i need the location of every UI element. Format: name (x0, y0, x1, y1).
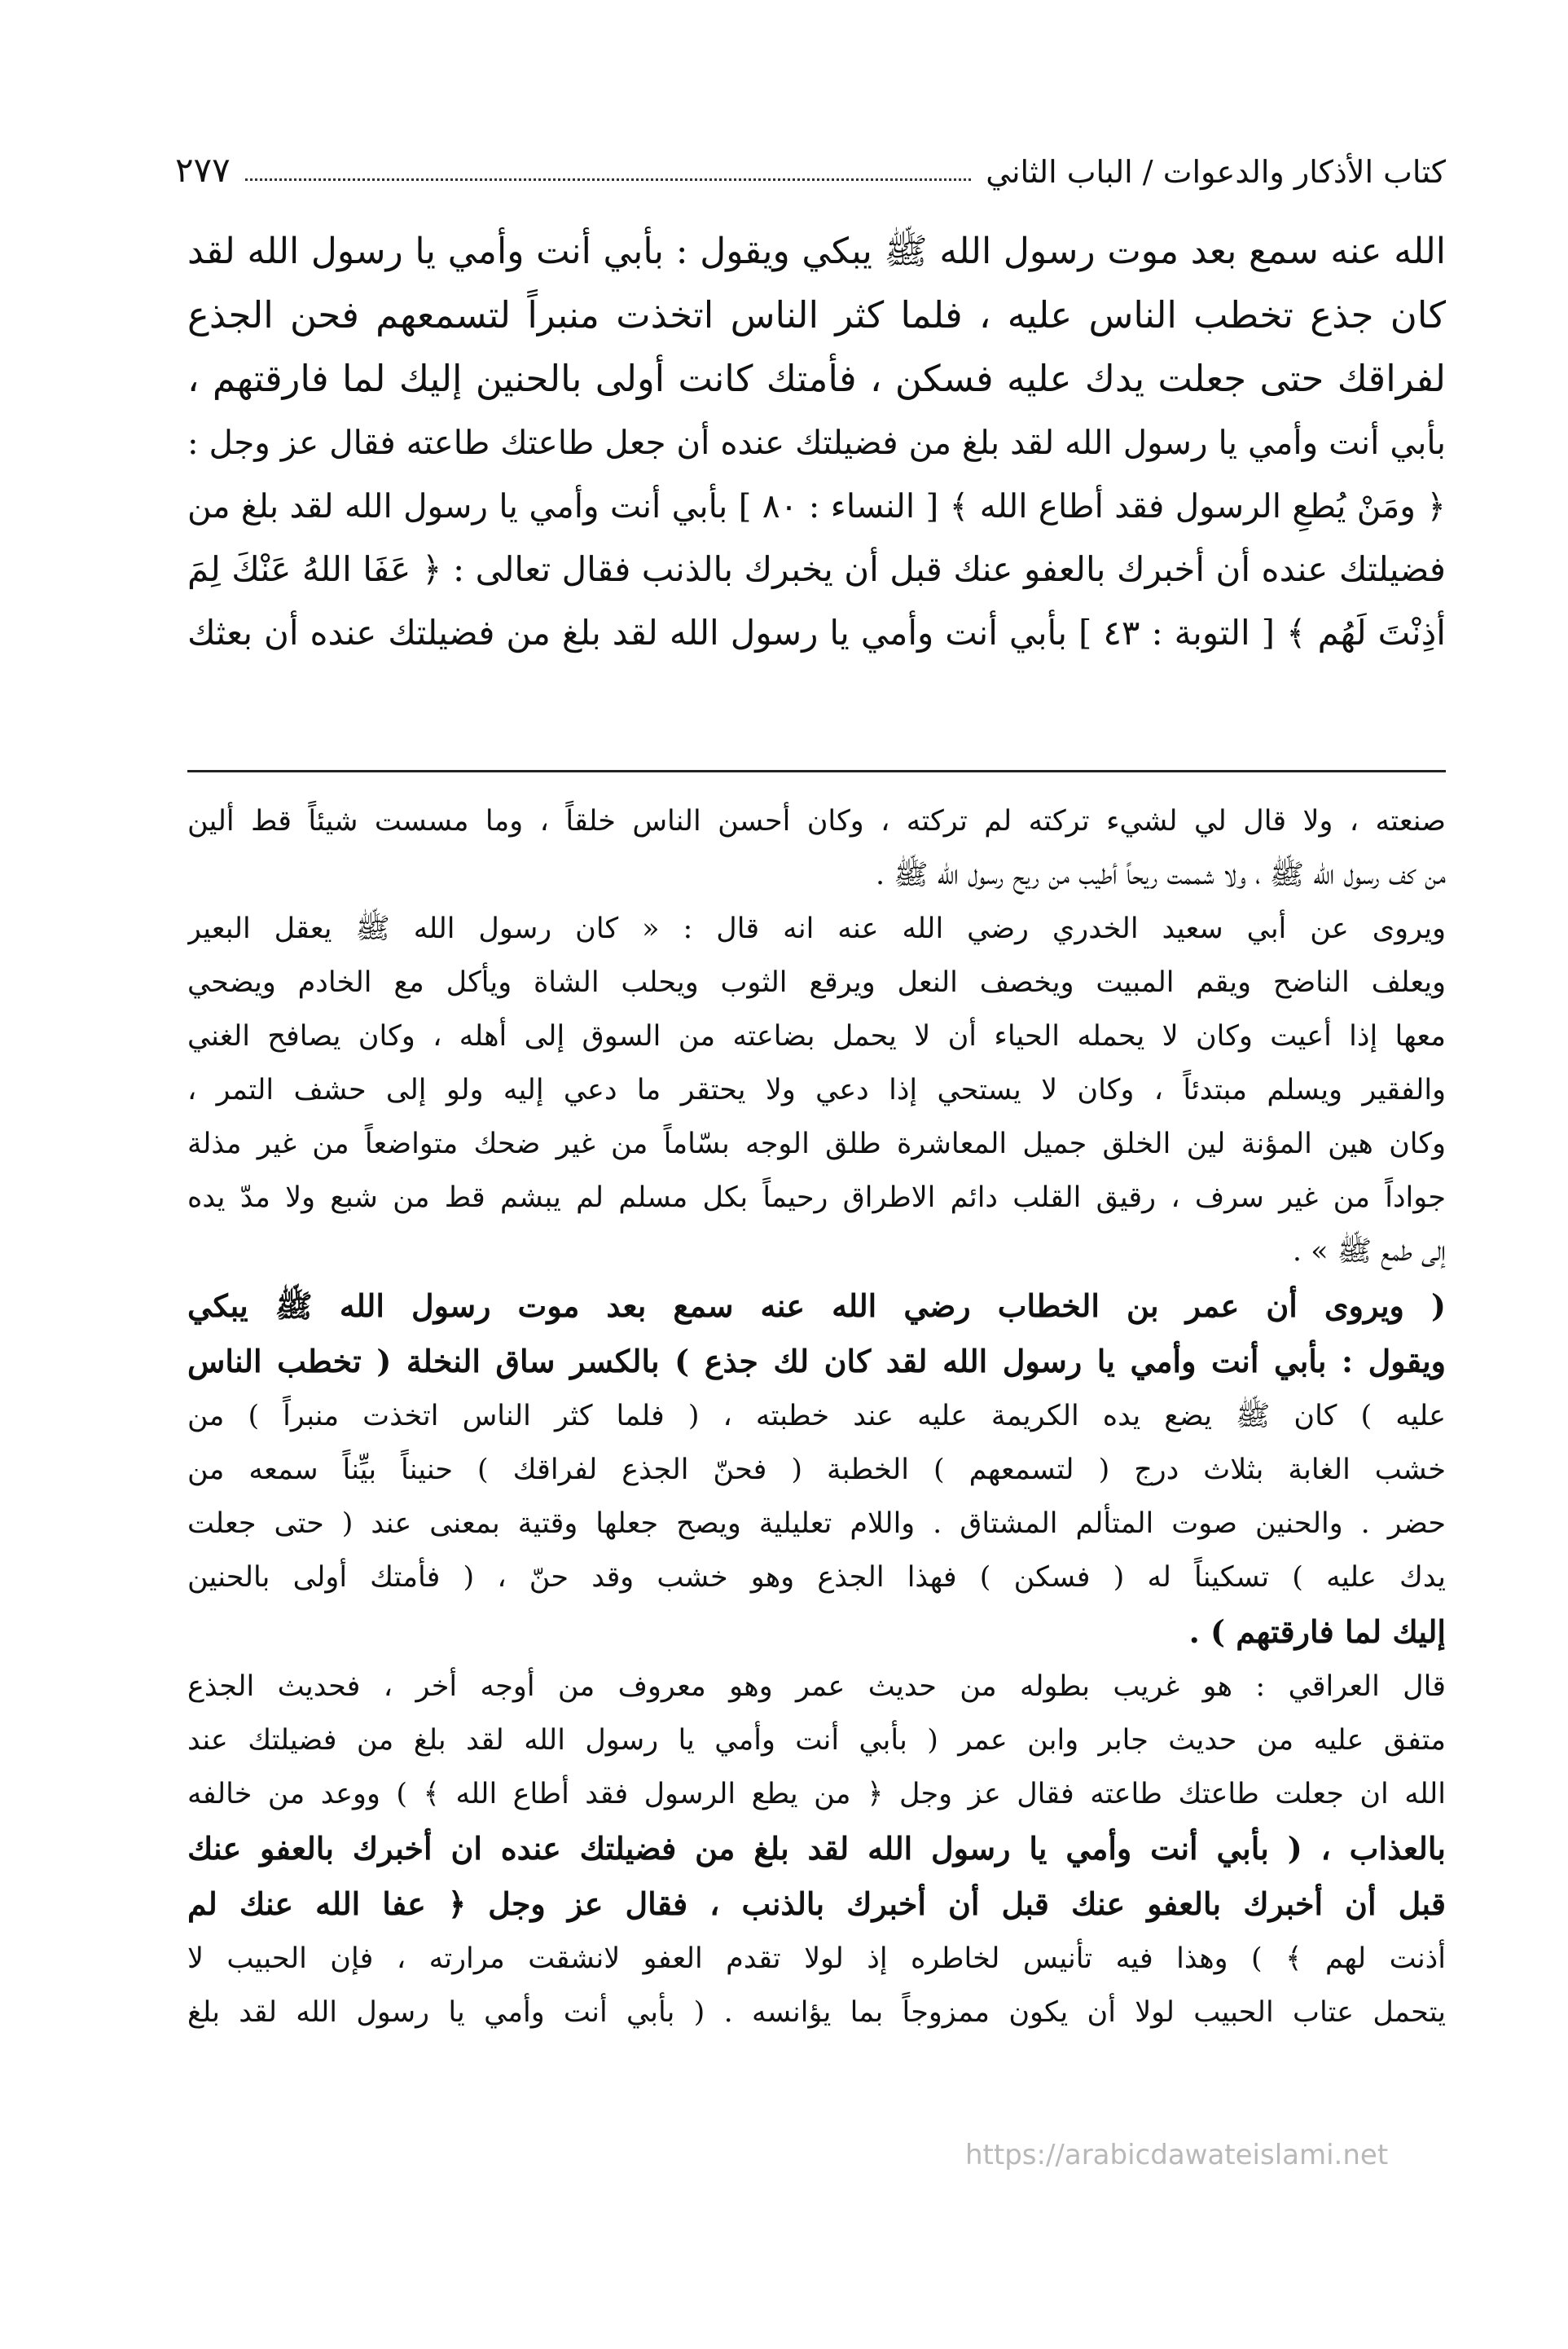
main-text-line: بأبي أنت وأمي يا رسول الله لقد بلغ من فضيلتك عنده أن جعل طاعتك طاعته فقال عز وجل : (187, 423, 1446, 462)
commentary-line: ( ويروى أن عمر بن الخطاب رضي الله عنه سمع بعد موت رسول الله ﷺ يبكي (187, 1287, 1446, 1324)
commentary-line: يدك عليه ) تسكيناً له ( فسكن ) فهذا الجذع وهو خشب وقد حنّ ، ( فأمتك أولى بالحنين (187, 1561, 1446, 1594)
commentary-line: صنعته ، ولا قال لي لشيء تركته لم تركته ، وكان أحسن الناس خلقاً ، وما مسست شيئاً قط ألين (187, 805, 1446, 838)
commentary-line: معها إذا أعيت وكان لا يحمله الحياء أن لا يحمل بضاعته من السوق إلى أهله ، وكان يصافح الغني (187, 1020, 1446, 1053)
main-text-line: أذِنْتَ لَهُم ﴾ [ التوبة : ٤٣ ] بأبي أنت وأمي يا رسول الله لقد بلغ من فضيلتك عنده أن بعثك (187, 613, 1446, 653)
watermark-url: https://arabicdawateislami.net (965, 2139, 1389, 2171)
footnote-separator (187, 770, 1446, 772)
commentary-line: بالعذاب ، ( بأبي أنت وأمي يا رسول الله لقد بلغ من فضيلتك عنده ان أخبرك بالعفو عنك (187, 1830, 1446, 1867)
header-dot-leader (245, 178, 972, 181)
main-text-line: فضيلتك عنده أن أخبرك بالعفو عنك قبل أن يخبرك بالذنب فقال تعالى : ﴿ عَفَا اللهُ عَنْكَ لِمَ (187, 549, 1446, 589)
commentary-line: قبل أن أخبرك بالعفو عنك قبل أن أخبرك بالذنب ، فقال عز وجل ﴿ عفا الله عنك لم (187, 1885, 1446, 1922)
commentary-line: وكان هين المؤنة لين الخلق جميل المعاشرة طلق الوجه بسّاماً من غير ضحك متواضعاً من غير مذلة (187, 1128, 1446, 1160)
commentary-line: متفق عليه من حديث جابر وابن عمر ( بأبي أنت وأمي يا رسول الله لقد بلغ من فضيلتك عند (187, 1724, 1446, 1757)
commentary-line: حضر . والحنين صوت المتألم المشتاق . واللام تعليلية ويصح جعلها وقتية بمعنى عند ( حتى جعلت (187, 1507, 1446, 1540)
commentary-block (187, 794, 1446, 2039)
commentary-line: ويروى عن أبي سعيد الخدري رضي الله عنه انه قال : « كان رسول الله ﷺ يعقل البعير (187, 913, 1446, 945)
page-number: ٢٧٧ (175, 150, 231, 190)
commentary-line: قال العراقي : هو غريب بطوله من حديث عمر وهو معروف من أوجه أخر ، فحديث الجذع (187, 1670, 1446, 1703)
main-text-line: الله عنه سمع بعد موت رسول الله ﷺ يبكي ويقول : بأبي أنت وأمي يا رسول الله لقد (187, 231, 1446, 272)
main-text-line: ﴿ ومَنْ يُطعِ الرسول فقد أطاع الله ﴾ [ النساء : ٨٠ ] بأبي أنت وأمي يا رسول الله لقد بلغ من (187, 486, 1446, 526)
commentary-line: عليه ) كان ﷺ يضع يده الكريمة عليه عند خطبته ، ( فلما كثر الناس اتخذت منبراً ) من (187, 1400, 1446, 1432)
main-text-block (187, 220, 1446, 665)
commentary-line: إلى طمع ﷺ » . (1292, 1235, 1446, 1268)
running-header (175, 130, 1446, 190)
commentary-line: من كف رسول الله ﷺ ، ولا شممت ريحاً أطيب من ريح رسول الله ﷺ . (876, 859, 1446, 891)
commentary-line: جواداً من غير سرف ، رقيق القلب دائم الاطراق رحيماً بكل مسلم لم يبشم قط من شبع ولا مدّ يده (187, 1181, 1446, 1214)
commentary-line: خشب الغابة بثلاث درج ( لتسمعهم ) الخطبة ( فحنّ الجذع لفراقك ) حنيناً بيِّناً سمعه من (187, 1454, 1446, 1486)
commentary-line: أذنت لهم ﴾ ) وهذا فيه تأنيس لخاطره إذ لولا تقدم العفو لانشقت مرارته ، فإن الحبيب لا (187, 1942, 1446, 1975)
main-text-line: كان جذع تخطب الناس عليه ، فلما كثر الناس اتخذت منبراً لتسمعهم فحن الجذع (187, 293, 1446, 337)
main-text-line: لفراقك حتى جعلت يدك عليه فسكن ، فأمتك كانت أولى بالحنين إليك لما فارقتهم ، (187, 357, 1446, 400)
commentary-line: الله ان جعلت طاعتك طاعته فقال عز وجل ﴿ من يطع الرسول فقد أطاع الله ﴾ ) ووعد من خالفه (187, 1778, 1446, 1810)
chapter-title: كتاب الأذكار والدعوات / الباب الثاني (986, 154, 1446, 190)
commentary-line: ويقول : بأبي أنت وأمي يا رسول الله لقد كان لك جذع ) بالكسر ساق النخلة ( تخطب الناس (187, 1343, 1446, 1379)
commentary-line: ويعلف الناضح ويقم المبيت ويخصف النعل ويرقع الثوب ويحلب الشاة ويأكل مع الخادم ويضحي (187, 966, 1446, 999)
commentary-line: يتحمل عتاب الحبيب لولا أن يكون ممزوجاً بما يؤانسه . ( بأبي أنت وأمي يا رسول الله لقد بلغ (187, 1996, 1446, 2029)
commentary-line: إليك لما فارقتهم ) . (1188, 1613, 1446, 1650)
commentary-line: والفقير ويسلم مبتدئاً ، وكان لا يستحي إذا دعي ولا يحتقر ما دعي إليه ولو إلى حشف التمر ، (187, 1074, 1446, 1106)
